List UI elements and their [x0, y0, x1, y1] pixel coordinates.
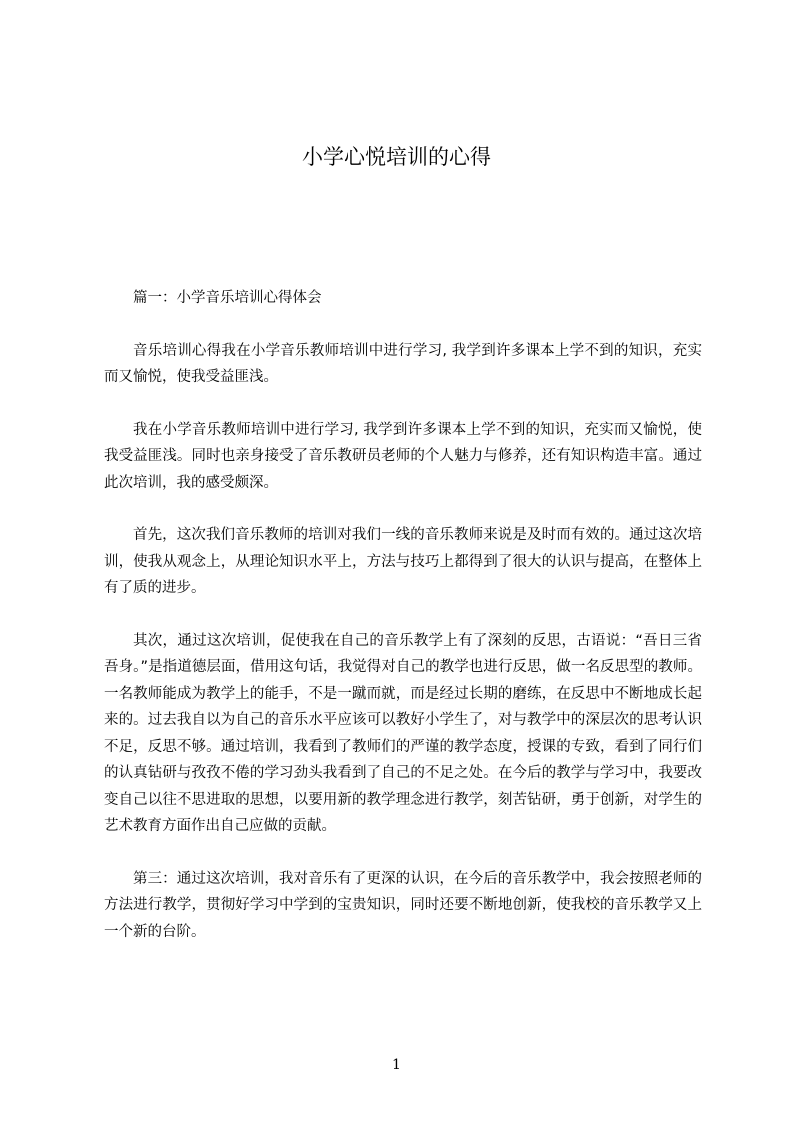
paragraph-third-point: 第三：通过这次培训，我对音乐有了更深的认识，在今后的音乐教学中，我会按照老师的方法进行教学，贯彻好学习中学到的宝贵知识，同时还要不断地创新，使我校的音乐教学又上一个新的台阶。 — [104, 870, 702, 940]
paragraph-first-point: 首先，这次我们音乐教师的培训对我们一线的音乐教师来说是及时而有效的。通过这次培训，使我从观念上，从理论知识水平上，方法与技巧上都得到了很大的认识与提高，在整体上有了质的进步。 — [104, 527, 702, 596]
paragraph-second-point: 其次，通过这次培训，促使我在自己的音乐教学上有了深刻的反思，古语说：“吾日三省吾身。”是指道德层面，借用这句话，我觉得对自己的教学也进行反思，做一名反思型的教师。一名教师能成为教学上的能手，不是一蹴而就，而是经过长期的磨练，在反思中不断地成长起来的。过去我自以为自己的音乐水平应该可以教好小学生了，对与教学中的深层次的思考认识不足，反思不够。通过培训，我看到了教师们的严谨的教学态度，授课的专致，看到了同行们的认真钻研与孜孜不倦的学习劲头我看到了自己的不足之处。在今后的教学与学习中，我要改变自己以往不思进取的思想，以要用新的教学理念进行教学，刻苦钻研，勇于创新，对学生的艺术教育方面作出自己应做的贡献。 — [104, 632, 702, 834]
paragraph-training-experience: 我在小学音乐教师培训中进行学习, 我学到许多课本上学不到的知识，充实而又愉悦，使我受益匪浅。同时也亲身接受了音乐教研员老师的个人魅力与修养，还有知识构造丰富。通过此次培训，我的感受颇深。 — [104, 421, 702, 491]
section-heading: 篇一：小学音乐培训心得体会 — [133, 290, 322, 306]
paragraph-intro: 音乐培训心得我在小学音乐教师培训中进行学习, 我学到许多课本上学不到的知识，充实而又愉悦，使我受益匪浅。 — [104, 342, 702, 385]
page-number: 1 — [392, 1057, 401, 1073]
document-title: 小学心悦培训的心得 — [302, 145, 491, 169]
document-body — [104, 285, 702, 971]
